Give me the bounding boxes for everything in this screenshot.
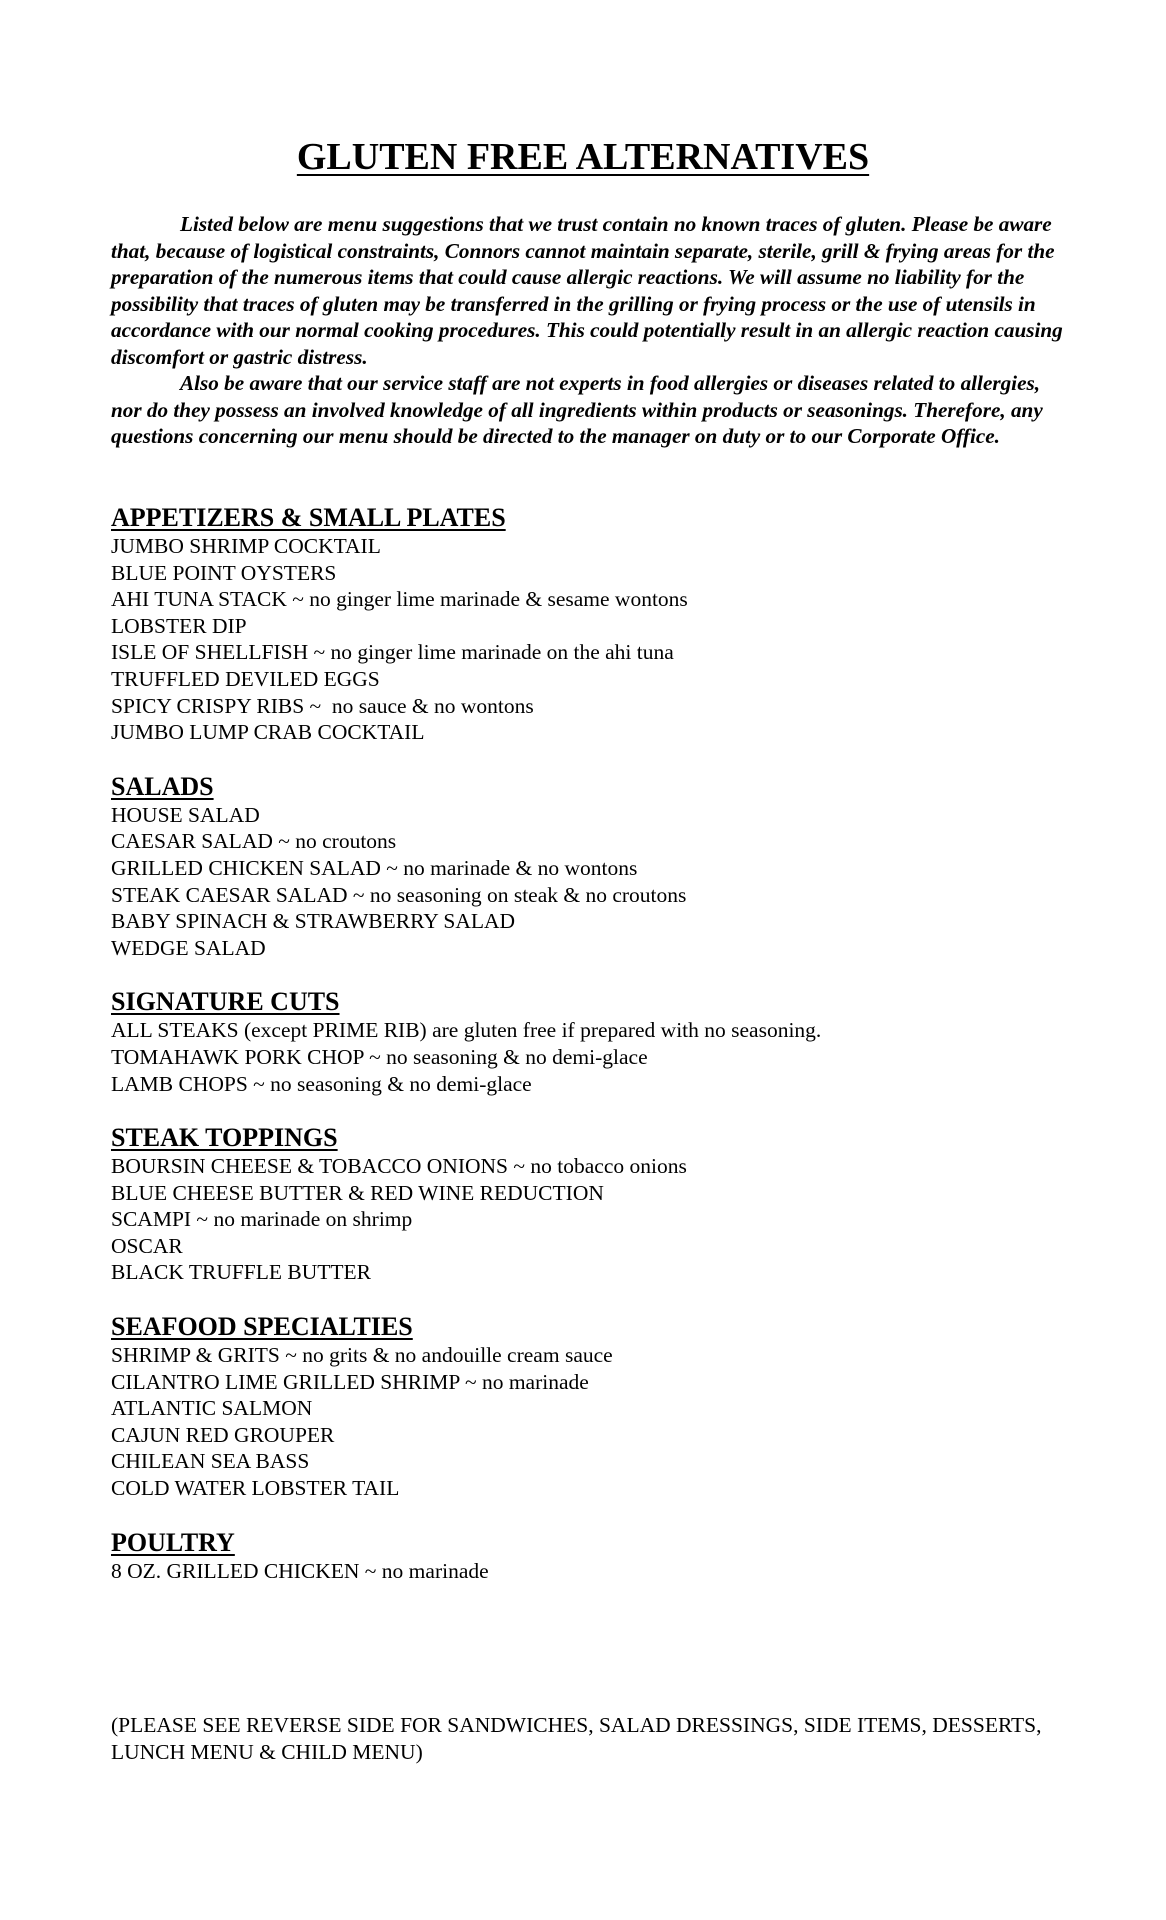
menu-item: CAJUN RED GROUPER — [111, 1422, 335, 1447]
page-title: GLUTEN FREE ALTERNATIVES — [296, 136, 870, 178]
menu-item: AHI TUNA STACK ~ no ginger lime marinade & sesame wontons — [111, 587, 688, 612]
menu-item: JUMBO LUMP CRAB COCKTAIL — [111, 720, 425, 745]
section-heading: SEAFOOD SPECIALTIES — [111, 1312, 413, 1342]
menu-item: GRILLED CHICKEN SALAD ~ no marinade & no wontons — [111, 855, 638, 880]
item-list — [111, 1153, 1071, 1286]
menu-item: COLD WATER LOBSTER TAIL — [111, 1476, 400, 1501]
menu-item: SPICY CRISPY RIBS ~ no sauce & no wontons — [111, 693, 534, 718]
menu-item: ALL STEAKS (except PRIME RIB) are gluten free if prepared with no seasoning. — [111, 1018, 822, 1043]
menu-item: CHILEAN SEA BASS — [111, 1449, 310, 1474]
section-salads — [111, 771, 1071, 962]
menu-item: 8 OZ. GRILLED CHICKEN ~ no marinade — [111, 1558, 489, 1583]
menu-item: BLUE POINT OYSTERS — [111, 560, 337, 585]
menu-item: STEAK CAESAR SALAD ~ no seasoning on steak & no croutons — [111, 882, 687, 907]
menu-item: CILANTRO LIME GRILLED SHRIMP ~ no marinade — [111, 1369, 589, 1394]
section-appetizers — [111, 502, 1071, 746]
menu-item: JUMBO SHRIMP COCKTAIL — [111, 534, 381, 558]
menu-item: BABY SPINACH & STRAWBERRY SALAD — [111, 909, 516, 934]
menu-item: TOMAHAWK PORK CHOP ~ no seasoning & no demi-glace — [111, 1044, 648, 1069]
menu-item: OSCAR — [111, 1233, 183, 1258]
item-list — [111, 533, 1071, 746]
menu-sections — [111, 502, 1071, 1609]
menu-item: SCAMPI ~ no marinade on shrimp — [111, 1207, 413, 1232]
menu-item: SHRIMP & GRITS ~ no grits & no andouille cream sauce — [111, 1343, 613, 1368]
section-signature-cuts — [111, 986, 1071, 1097]
item-list — [111, 1558, 1071, 1585]
menu-item: BLACK TRUFFLE BUTTER — [111, 1260, 372, 1285]
item-list — [111, 802, 1071, 962]
section-heading: POULTRY — [111, 1527, 235, 1557]
menu-item: ATLANTIC SALMON — [111, 1396, 313, 1421]
menu-item: BLUE CHEESE BUTTER & RED WINE REDUCTION — [111, 1180, 604, 1205]
item-list — [111, 1342, 1071, 1502]
menu-item: LAMB CHOPS ~ no seasoning & no demi-glace — [111, 1071, 532, 1096]
section-poultry — [111, 1527, 1071, 1585]
disclaimer-paragraph: Listed below are menu suggestions that we trust contain no known traces of gluten. Please be aware that, because of logistical constraints, Connors cannot maintain separate, sterile, grill & frying areas for the preparation of the numerous items that could cause allergic reactions. We will assume no liability for the possibility that traces of gluten may be transferred in the grilling or frying process or the use of utensils in accordance with our normal cooking procedures. This could potentially result in an allergic reaction causing discomfort or gastric distress. — [111, 212, 1063, 369]
section-heading: APPETIZERS & SMALL PLATES — [111, 503, 506, 532]
disclaimer-text — [111, 211, 1071, 450]
menu-item: LOBSTER DIP — [111, 613, 247, 638]
menu-item: HOUSE SALAD — [111, 802, 260, 827]
menu-item: WEDGE SALAD — [111, 935, 266, 960]
reverse-side-note: (PLEASE SEE REVERSE SIDE FOR SANDWICHES, SALAD DRESSINGS, SIDE ITEMS, DESSERTS, LUNCH MENU & CHILD MENU) — [111, 1713, 1042, 1764]
menu-item: CAESAR SALAD ~ no croutons — [111, 829, 397, 854]
section-steak-toppings — [111, 1122, 1071, 1286]
section-heading: SALADS — [111, 771, 214, 801]
menu-item: TRUFFLED DEVILED EGGS — [111, 666, 380, 691]
section-seafood-specialties — [111, 1311, 1071, 1502]
item-list — [111, 1017, 1071, 1097]
menu-item: ISLE OF SHELLFISH ~ no ginger lime marinade on the ahi tuna — [111, 640, 674, 665]
section-heading: SIGNATURE CUTS — [111, 987, 340, 1017]
section-heading: STEAK TOPPINGS — [111, 1123, 338, 1153]
disclaimer-paragraph: Also be aware that our service staff are not experts in food allergies or diseases related to allergies, nor do they possess an involved knowledge of all ingredients within products or seasonings. Therefore, any questions concerning our menu should be directed to the manager on duty or to our Corporate Office. — [111, 371, 1043, 448]
menu-item: BOURSIN CHEESE & TOBACCO ONIONS ~ no tobacco onions — [111, 1154, 687, 1179]
